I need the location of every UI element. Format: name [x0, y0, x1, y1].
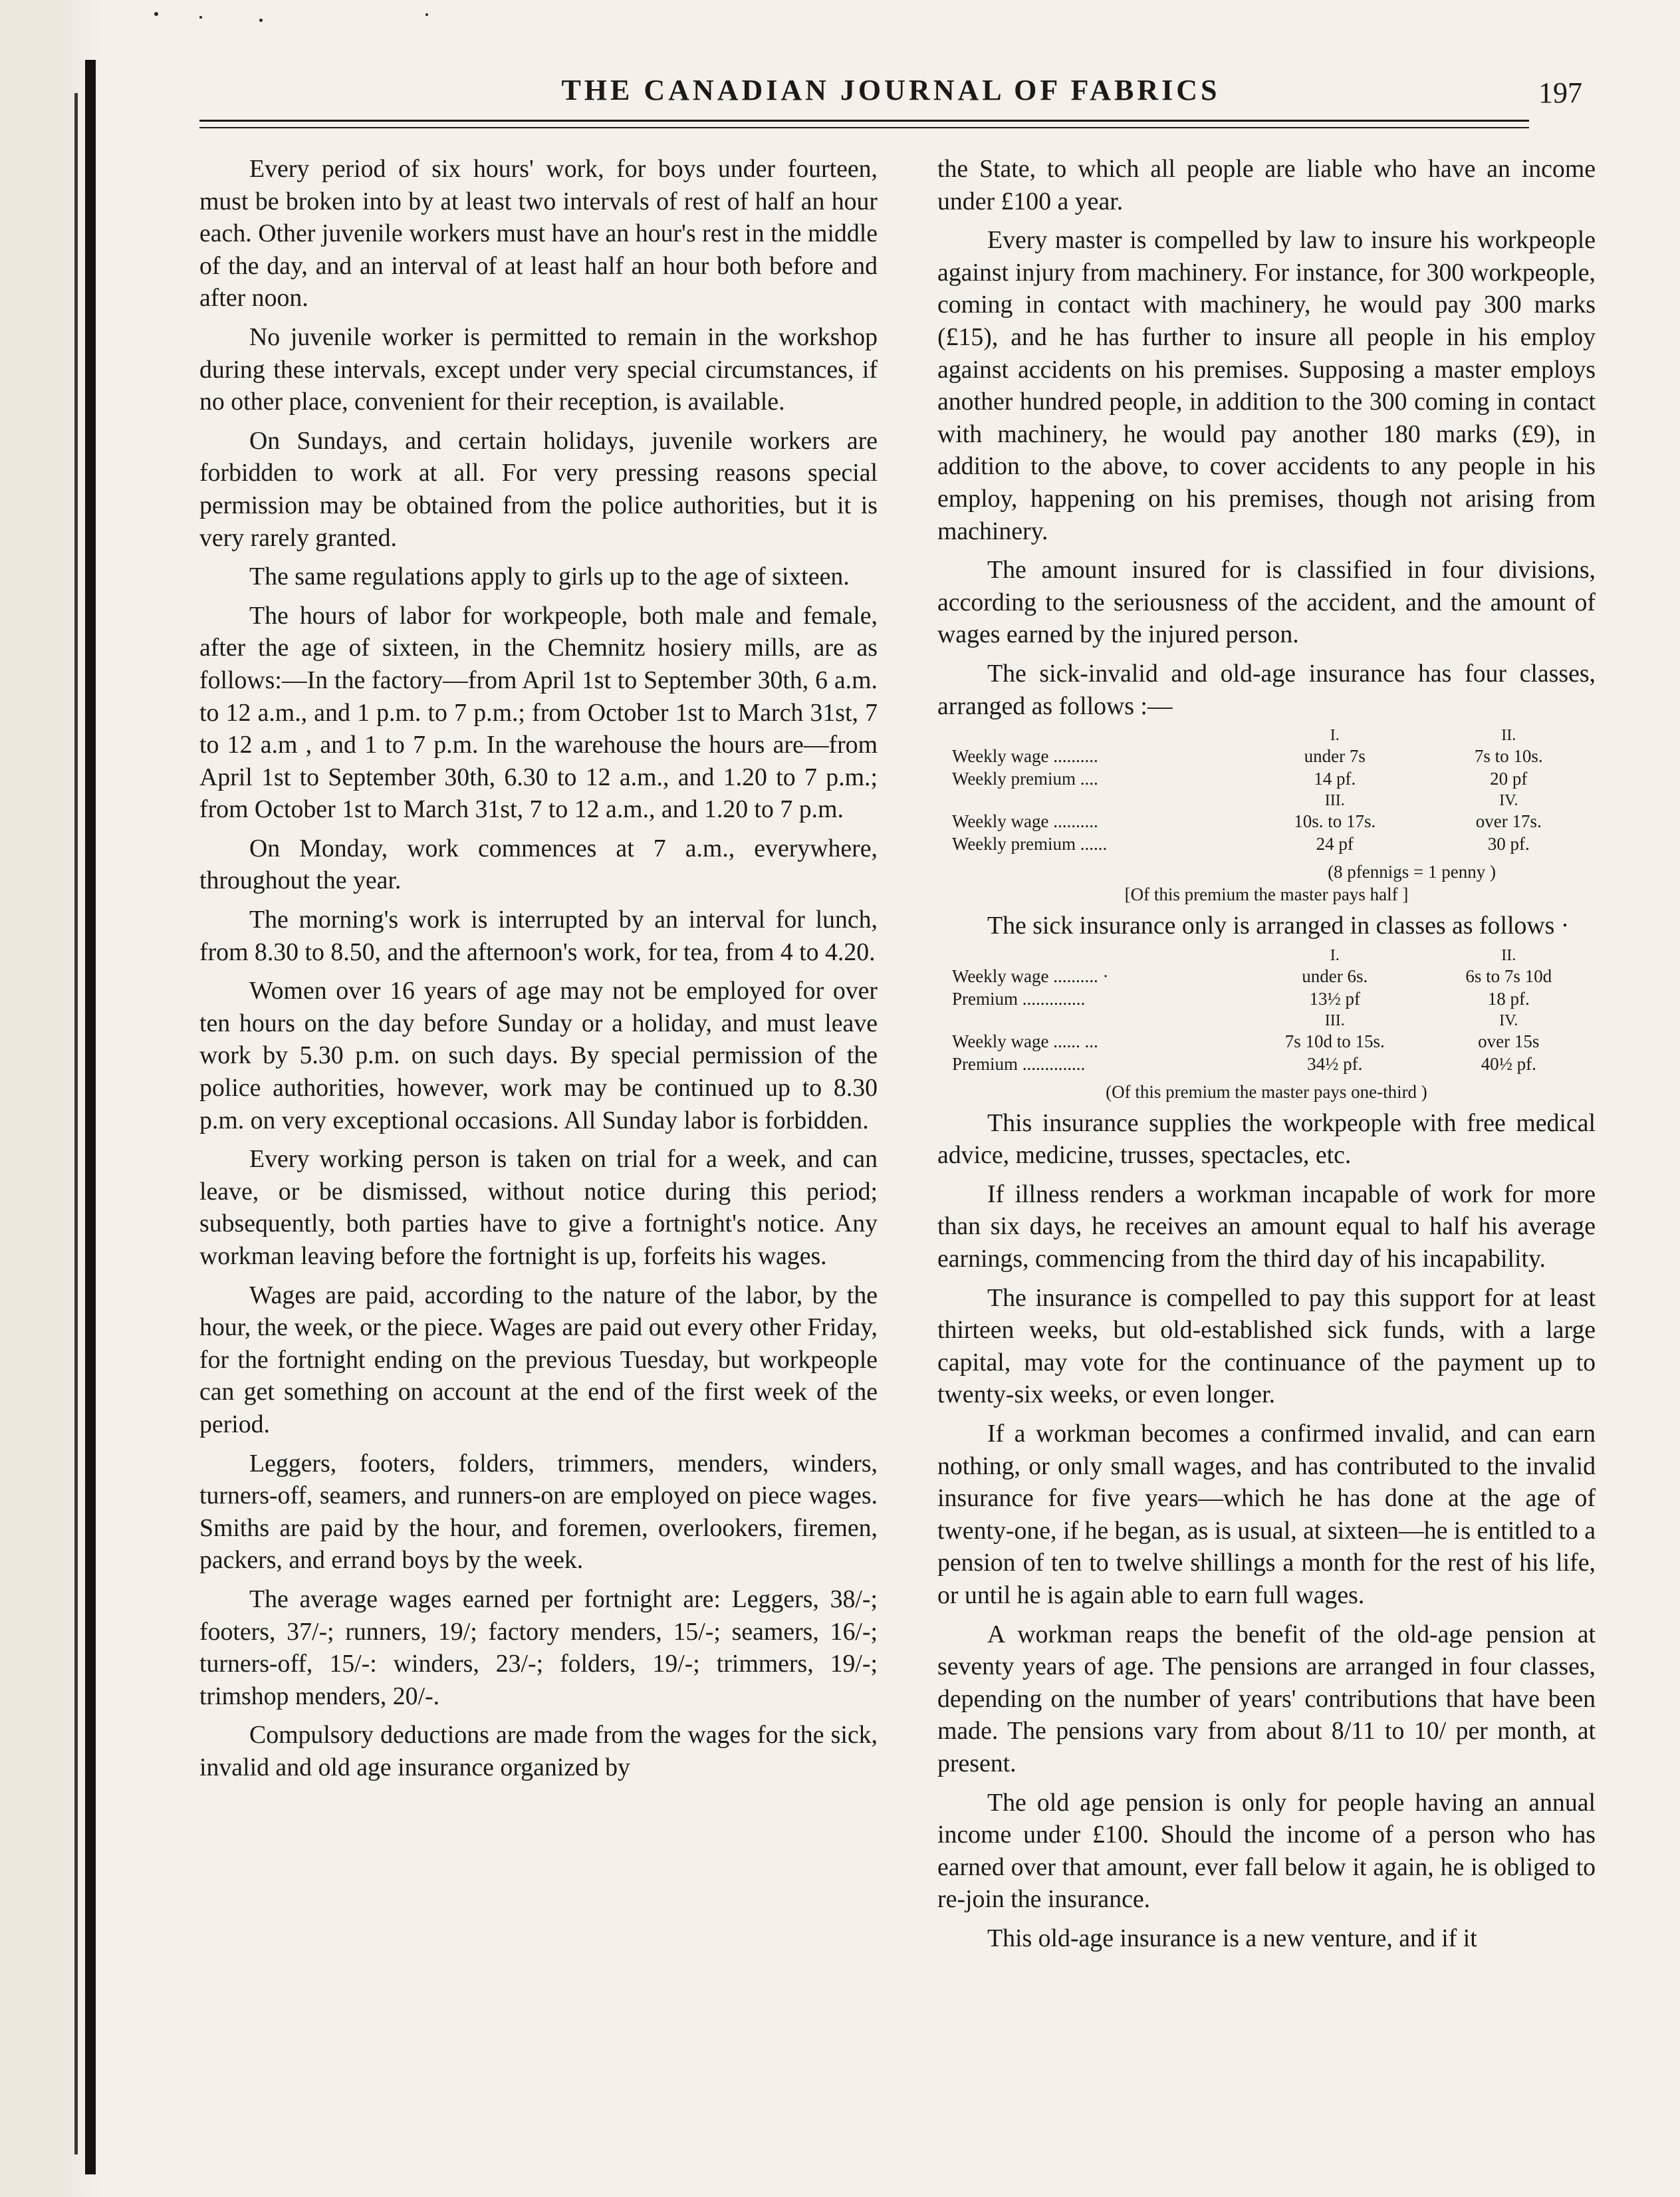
paragraph: Leggers, footers, folders, trimmers, menders, winders, turners-off, seamers, and runners-on are employed on piece wages. Smiths are paid by the hour, and foremen, overlookers, firemen, packers, and errand boys by the week.	[199, 1449, 878, 1575]
binding-shadow	[85, 60, 96, 2174]
ink-speck	[154, 12, 158, 16]
right-column	[937, 153, 1596, 1962]
table-row	[937, 810, 1596, 833]
table-cell: Weekly wage ...... ...	[952, 1031, 1098, 1051]
table-cell	[937, 725, 1248, 745]
paragraph: The morning's work is interrupted by an interval for lunch, from 8.30 to 8.50, and the afternoon's work, for tea, from 4 to 4.20.	[199, 906, 878, 966]
paragraph: the State, to which all people are liable who have an income under £100 a year.	[937, 155, 1596, 215]
table-row	[937, 767, 1596, 790]
table-cell	[937, 945, 1248, 965]
page-header	[199, 73, 1582, 120]
table-cell: IV.	[1499, 792, 1518, 810]
paragraph: Every working person is taken on trial for a week, and can leave, or be dismissed, without notice during this period; subsequently, both parties have to give a fortnight's notice. Any workman leaving before the fortnight is up, forfeits his wages.	[199, 1145, 878, 1270]
ink-speck	[425, 13, 428, 16]
table-cell: 30 pf.	[1487, 834, 1530, 854]
paragraph: No juvenile worker is permitted to remain in the workshop during these intervals, except under very special circumstances, if no other place, convenient for their reception, is available.	[199, 323, 878, 416]
running-title: THE CANADIAN JOURNAL OF FABRICS	[561, 74, 1221, 106]
ink-speck	[199, 16, 202, 19]
table-row	[937, 1010, 1596, 1030]
paragraph: The old age pension is only for people having an annual income under £100. Should the income of a person who has earned over that amount, ever fall below it again, he is obliged to re-join the insurance.	[937, 1788, 1596, 1914]
binding-shadow-thin	[74, 93, 78, 2154]
table-cell: 20 pf	[1490, 769, 1528, 789]
table-cell: Premium ..............	[952, 988, 1086, 1009]
paragraph: The average wages earned per fortnight are: Leggers, 38/-; footers, 37/-; runners, 19/; factory menders, 15/-; seamers, 16/-; turners-off, 15/-: winders, 23/-; folders, 19/-; trimmers, 19/-; trimshop menders, 20/-.	[199, 1585, 878, 1710]
table-cell: Weekly premium ......	[952, 834, 1108, 854]
table-cell: 24 pf	[1316, 834, 1354, 854]
table-row	[937, 725, 1596, 745]
table-cell: IV.	[1499, 1011, 1518, 1029]
table-cell: 40½ pf.	[1481, 1053, 1536, 1074]
table-cell: over 17s.	[1475, 811, 1542, 832]
table-cell: Weekly premium ....	[952, 769, 1098, 789]
table-cell: II.	[1501, 727, 1516, 745]
paragraph: Women over 16 years of age may not be employed for over ten hours on the day before Sunday or a holiday, and must leave work by 5.30 p.m. on such days. By special permission of the police authorities, however, work may be continued up to 8.30 p.m. on very exceptional occasions. All Sunday labor is forbidden.	[199, 977, 878, 1134]
table-cell: 14 pf.	[1314, 769, 1356, 789]
master-pays-note: [Of this premium the master pays half ]	[1124, 884, 1409, 905]
left-column	[199, 153, 878, 1791]
table-row	[937, 745, 1596, 767]
table-cell: I.	[1330, 727, 1340, 745]
table-cell: Weekly wage ..........	[952, 811, 1098, 832]
table-cell: under 6s.	[1302, 966, 1368, 986]
paragraph: The same regulations apply to girls up to the age of sixteen.	[249, 563, 850, 591]
paragraph: Every master is compelled by law to insure his workpeople against injury from machinery. For instance, for 300 workpeople, coming in contact with machinery, he would pay 300 marks (£15), and he has further to insure all people in his employ against accidents on his premises. Supposing a master employs another hundred people, in addition to the 300 coming in contact with machinery, he would pay another 180 marks (£9), in addition to the above, to cover accidents to any people in his employ, happening on his premises, though not arising from machinery.	[937, 226, 1596, 545]
paragraph: The sick insurance only is arranged in classes as follows ·	[987, 912, 1570, 940]
sick-insurance-table	[937, 945, 1596, 1075]
table-cell	[937, 1010, 1248, 1030]
paragraph: Every period of six hours' work, for boys under fourteen, must be broken into by at least two intervals of rest of half an hour each. Other juvenile workers must have an hour's rest in the middle of the day, and an interval of at least half an hour both before and after noon.	[199, 155, 878, 313]
header-rule-double	[199, 127, 1529, 128]
table-row	[937, 987, 1596, 1010]
table-cell: Weekly wage ..........	[952, 746, 1098, 767]
table-cell: 18 pf.	[1487, 988, 1530, 1009]
table-cell	[937, 790, 1248, 810]
table-cell: over 15s	[1478, 1031, 1540, 1051]
paragraph: If a workman becomes a confirmed invalid, and can earn nothing, or only small wages, and has contributed to the invalid insurance for five years—which he has done at the age of twenty-one, if he began, as is usual, at sixteen—he is entitled to a pension of ten to twelve shillings a month for the rest of his life, or until he is again able to earn full wages.	[937, 1420, 1596, 1609]
paragraph: The amount insured for is classified in four divisions, according to the seriousness of the accident, and the amount of wages earned by the injured person.	[937, 556, 1596, 649]
paragraph: If illness renders a workman incapable of work for more than six days, he receives an amount equal to half his average earnings, commencing from the third day of his incapability.	[937, 1180, 1596, 1273]
page-number: 197	[1538, 76, 1582, 109]
table-cell: III.	[1324, 1011, 1345, 1029]
paragraph: The insurance is compelled to pay this support for at least thirteen weeks, but old-established sick funds, with a large capital, may vote for the continuance of the payment up to twenty-six weeks, or even longer.	[937, 1283, 1596, 1409]
table-row	[937, 965, 1596, 987]
table-row	[937, 1053, 1596, 1075]
table-cell: I.	[1330, 946, 1340, 964]
pfennig-rate-note: (8 pfennigs = 1 penny )	[1328, 862, 1496, 882]
paragraph: This insurance supplies the workpeople with free medical advice, medicine, trusses, spectacles, etc.	[937, 1108, 1596, 1170]
paragraph: Compulsory deductions are made from the wages for the sick, invalid and old age insurance organized by	[199, 1721, 878, 1781]
table-cell: 34½ pf.	[1307, 1053, 1363, 1074]
header-rule	[199, 120, 1529, 122]
table-cell: 7s 10d to 15s.	[1284, 1031, 1385, 1051]
paragraph: A workman reaps the benefit of the old-age pension at seventy years of age. The pensions are arranged in four classes, depending on the number of years' contributions that have been made. The pensions vary from about 8/11 to 10/ per month, at present.	[937, 1620, 1596, 1777]
table-cell: III.	[1324, 792, 1345, 810]
master-pays-note: (Of this premium the master pays one-third )	[1106, 1081, 1427, 1102]
table-cell: Weekly wage .......... ·	[952, 966, 1109, 986]
paragraph: On Sundays, and certain holidays, juvenile workers are forbidden to work at all. For very pressing reasons special permission may be obtained from the police authorities, but it is very rarely granted.	[199, 426, 878, 552]
paragraph: The sick-invalid and old-age insurance has four classes, arranged as follows :—	[937, 659, 1596, 720]
table-row	[937, 790, 1596, 810]
table-cell: Premium ..............	[952, 1053, 1086, 1074]
sick-invalid-old-age-table	[937, 725, 1596, 855]
paragraph: On Monday, work commences at 7 a.m., everywhere, throughout the year.	[199, 834, 878, 895]
table-row	[937, 1030, 1596, 1053]
paragraph: This old-age insurance is a new venture, and if it	[987, 1924, 1477, 1952]
table-cell: 7s to 10s.	[1474, 746, 1543, 767]
ink-speck	[259, 19, 263, 22]
paragraph: Wages are paid, according to the nature of the labor, by the hour, the week, or the piece. Wages are paid out every other Friday, for the fortnight ending on the previous Tuesday, but workpeople can get something on account at the end of the first week of the period.	[199, 1281, 878, 1438]
table-cell: 13½ pf	[1309, 988, 1360, 1009]
paragraph: The hours of labor for workpeople, both male and female, after the age of sixteen, in the Chemnitz hosiery mills, are as follows:—In the factory—from April 1st to September 30th, 6 a.m. to 12 a.m., and 1 p.m. to 7 p.m.; from October 1st to March 31st, 7 to 12 a.m , and 1 to 7 p.m. In the warehouse the hours are—from April 1st to September 30th, 6.30 to 12 a.m., and 1.20 to 7 p.m.; from October 1st to March 31st, 7 to 12 a.m., and 1.20 to 7 p.m.	[199, 601, 878, 824]
table-cell: II.	[1501, 946, 1516, 964]
table-row	[937, 945, 1596, 965]
table-cell: under 7s	[1304, 746, 1366, 767]
table-cell: 10s. to 17s.	[1294, 811, 1376, 832]
table-cell: 6s to 7s 10d	[1465, 966, 1552, 986]
table-row	[937, 833, 1596, 855]
